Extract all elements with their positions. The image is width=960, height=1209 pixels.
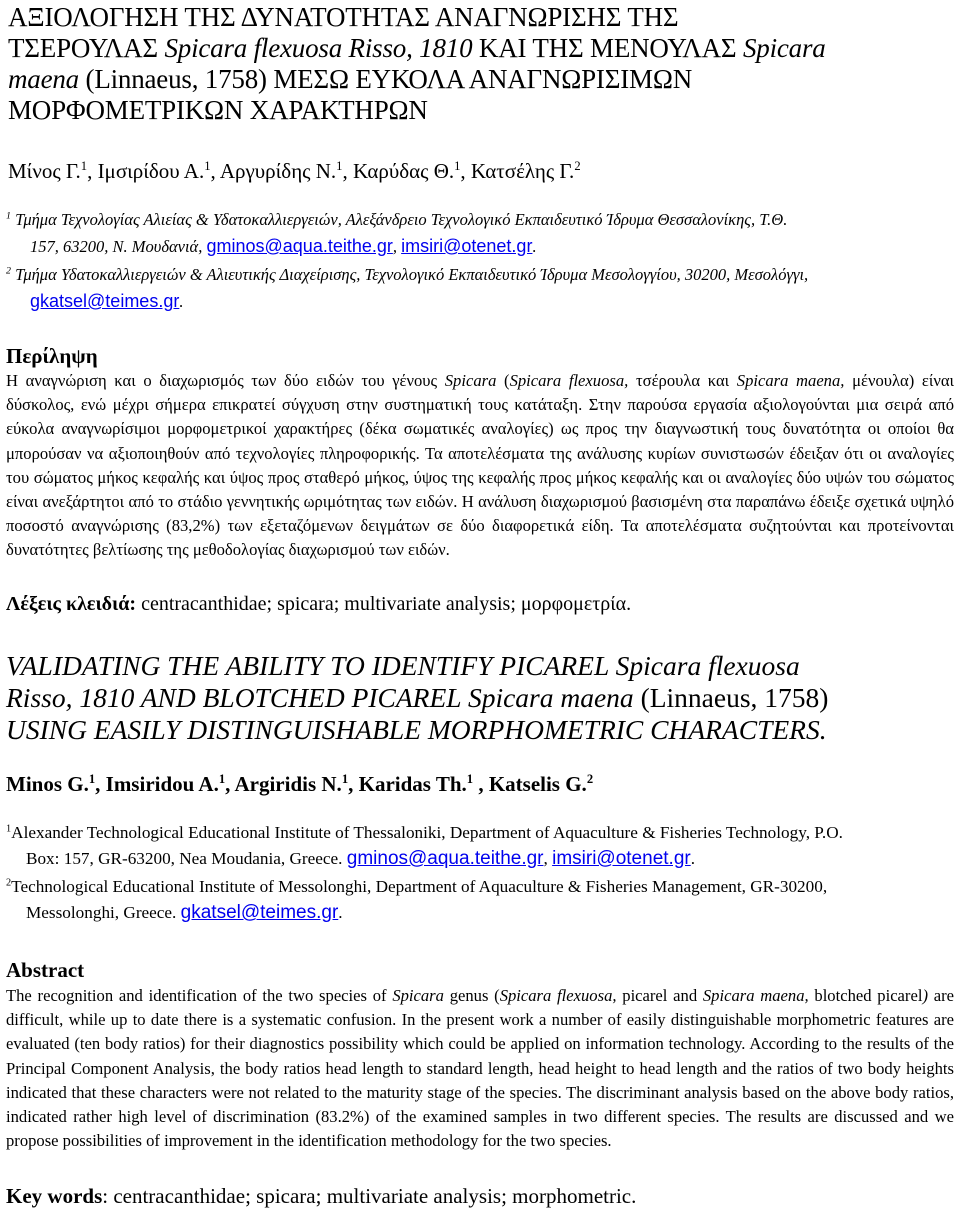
email-link[interactable]: imsiri@otenet.gr [552, 848, 691, 869]
english-keywords [6, 1184, 636, 1209]
genus-name: Spicara [444, 371, 497, 390]
species-name: Spicara maena, [702, 986, 809, 1005]
abstract-text: genus ( [443, 986, 500, 1005]
affiliation-continuation: Messolonghi, Greece. gkatsel@teimes.gr. [26, 902, 343, 923]
english-affiliation-2 [6, 874, 956, 926]
english-authors [6, 772, 593, 797]
genus-name: Spicara [392, 986, 444, 1005]
greek-title-line-1: ΑΞΙΟΛΟΓΗΣΗ ΤΗΣ ΔΥΝΑΤΟΤΗΤΑΣ ΑΝΑΓΝΩΡΙΣΗΣ ΤΗΣ [8, 2, 679, 32]
email-link[interactable]: gminos@aqua.teithe.gr [346, 848, 544, 869]
author-name: , Katselis G. [473, 772, 587, 796]
author-name: , Αργυρίδης Ν. [210, 159, 337, 183]
species-name: Spicara maena, [736, 371, 845, 390]
affiliation-text: Τμήμα Τεχνολογίας Αλιείας & Υδατοκαλλιεργειών, Αλεξάνδρειο Τεχνολογικό Εκπαιδευτικό Ίδρυμα Θεσσαλονίκης, Τ.Θ. [10, 210, 788, 229]
affiliation-mark: 2 [574, 159, 581, 173]
email-link[interactable]: imsiri@otenet.gr [401, 236, 533, 256]
abstract-text: ( [496, 371, 510, 390]
keywords-label: Λέξεις κλειδιά: [6, 593, 137, 615]
affiliation-text: 157, 63200, Ν. Μουδανιά, [30, 237, 207, 256]
affiliation-mark: 1 [218, 772, 226, 786]
affiliation-text: Messolonghi, Greece. [26, 903, 181, 922]
email-link[interactable]: gminos@aqua.teithe.gr [206, 236, 393, 256]
greek-keywords [6, 593, 631, 616]
affiliation-mark: 1 [204, 159, 211, 173]
species-name: Spicara flexuosa Risso, 1810 [164, 33, 473, 63]
greek-title-text: ΚΑΙ ΤΗΣ ΜΕΝΟΥΛΑΣ [472, 33, 743, 63]
english-title-text: Risso, 1810 AND BLOTCHED PICAREL Spicara maena [6, 682, 641, 713]
affiliation-mark: 1 [336, 159, 343, 173]
affiliation-mark: 1 [6, 823, 12, 835]
affiliation-mark: 2 [6, 265, 11, 277]
affiliation-text: Τμήμα Υδατοκαλλιεργειών & Αλιευτικής Διαχείρισης, Τεχνολογικό Εκπαιδευτικό Ίδρυμα Μεσολογγίου, 30200, Μεσολόγγι, [10, 265, 809, 284]
affiliation-mark: 2 [586, 772, 594, 786]
abstract-text: blotched picarel [808, 986, 923, 1005]
abstract-text: Η αναγνώριση και ο διαχωρισμός των δύο ειδών του γένους [6, 371, 445, 390]
affiliation-mark: 1 [6, 210, 11, 222]
abstract-text: τσέρουλα και [628, 371, 737, 390]
abstract-text: picarel and [616, 986, 703, 1005]
english-title-line-2 [6, 682, 956, 714]
species-name: Spicara flexuosa, [509, 371, 629, 390]
abstract-text: are difficult, while up to date there is a systematic confusion. In the present work a number of easily distinguishable morphometric features are evaluated (ten body ratios) for their diagnostics possibility which could be applied on information technology. According to the results of the Principal Component Analysis, the body ratios head length to standard length, head height to head length and the ratios of two body heights indicated that these characters were not related to the maturity stage of the species. The discriminant analysis based on the above body ratios, indicated rather high level of discrimination (83.2%) of the examined samples in two different species. The results are discussed and we propose possibilities of improvement in the identification methodology for the two species. [6, 986, 954, 1151]
greek-affiliation-2 [6, 262, 956, 315]
greek-title-line-2 [8, 33, 958, 64]
affiliation-continuation: Box: 157, GR-63200, Nea Moudania, Greece. gminos@aqua.teithe.gr, imsiri@otenet.gr. [26, 848, 696, 869]
keywords-text: centracanthidae; spicara; multivariate analysis; μορφομετρία. [136, 593, 632, 615]
english-title-text: (Linnaeus, 1758) [640, 682, 829, 713]
author-name: Μίνος Γ. [8, 159, 81, 183]
author-name: Minos G. [6, 772, 89, 796]
greek-title-line-3 [8, 64, 958, 95]
species-name: maena [8, 64, 79, 94]
abstract-text: ) [922, 986, 928, 1005]
author-name: , Imsiridou A. [95, 772, 219, 796]
species-name: Spicara flexuosa, [499, 986, 617, 1005]
affiliation-mark: 2 [6, 877, 12, 889]
affiliation-text: Box: 157, GR-63200, Nea Moudania, Greece. [26, 849, 347, 868]
greek-title [8, 2, 958, 126]
author-name: , Καρύδας Θ. [342, 159, 455, 183]
greek-affiliation-1 [6, 207, 956, 260]
author-name: , Karidas Th. [348, 772, 467, 796]
affiliation-mark: 1 [466, 772, 474, 786]
english-title [6, 650, 956, 746]
english-title-line-1: VALIDATING THE ABILITY TO IDENTIFY PICAREL Spicara flexuosa [6, 650, 800, 681]
email-link[interactable]: gkatsel@teimes.gr [30, 291, 180, 311]
greek-authors [8, 158, 581, 184]
english-affiliation-1 [6, 820, 956, 872]
affiliation-text: Technological Educational Institute of Messolonghi, Department of Aquaculture & Fisheries Management, GR-30200, [11, 877, 828, 896]
affiliation-mark: 1 [454, 159, 461, 173]
greek-title-text: ΤΣΕΡΟΥΛΑΣ [8, 33, 165, 63]
abstract-text: μένουλα) είναι δύσκολος, ενώ μέχρι σήμερα επικρατεί σύγχυση στην συστηματική τους κατάταξη. Στην παρούσα εργασία αξιολογούνται μια σειρά από εύκολα αναγνωρίσιμοι μορφομετρικοί χαρακτήρες (δέκα σωματικές αναλογίες) ως προς την διαγνωστική τους δυνατότητα οι οποίοι θα μπορούσαν να αξιοποιηθούν από τεχνολογίες πληροφορικής. Τα αποτελέσματα της ανάλυσης κυρίων συνιστωσών έδειξαν ότι οι αναλογίες του σώματος μήκος κεφαλής και ύψος προς σταθερό μήκος, ύψος της κεφαλής προς μήκος κεφαλής και οι αναλογίες δύο υψών του σώματος είναι ανεξάρτητοι από το στάδιο γεννητικής ωριμότητας των ειδών. Η ανάλυση διαχωρισμού βασισμένη στα παραπάνω έδειξε σχετικά υψηλό ποσοστό αναγνώρισης (83,2%) των εξεταζόμενων δειγμάτων σε δύο διαφορετικά είδη. Τα αποτελέσματα συζητούνται και προτείνονται δυνατότητες βελτίωσης της μεθοδολογίας διαχωρισμού των ειδών. [6, 371, 954, 560]
greek-abstract-body [6, 369, 954, 563]
greek-abstract-heading: Περίληψη [6, 344, 98, 368]
keywords-label: Key words [6, 1184, 103, 1208]
affiliation-mark: 1 [88, 772, 96, 786]
affiliation-mark: 1 [80, 159, 88, 173]
greek-title-line-4: ΜΟΡΦΟΜΕΤΡΙΚΩΝ ΧΑΡΑΚΤΗΡΩΝ [8, 95, 428, 125]
affiliation-continuation: gkatsel@teimes.gr. [30, 291, 184, 311]
affiliation-mark: 1 [341, 772, 349, 786]
english-abstract-heading: Abstract [6, 958, 85, 982]
author-name: , Κατσέλης Γ. [460, 159, 575, 183]
author-name: , Ιμσιρίδου Α. [87, 159, 205, 183]
english-title-line-3: USING EASILY DISTINGUISHABLE MORPHOMETRIC CHARACTERS. [6, 714, 827, 745]
email-link[interactable]: gkatsel@teimes.gr [180, 902, 339, 923]
affiliation-continuation: 157, 63200, Ν. Μουδανιά, gminos@aqua.teithe.gr, imsiri@otenet.gr. [30, 236, 537, 256]
affiliation-text: Alexander Technological Educational Institute of Thessaloniki, Department of Aquaculture & Fisheries Technology, P.O. [11, 823, 843, 842]
genus-name: Spicara [743, 33, 826, 63]
english-abstract-body [6, 984, 954, 1153]
author-name: , Argiridis N. [225, 772, 342, 796]
abstract-text: The recognition and identification of the two species of [6, 986, 393, 1005]
greek-title-text: (Linnaeus, 1758) ΜΕΣΩ ΕΥΚΟΛΑ ΑΝΑΓΝΩΡΙΣΙΜΩΝ [78, 64, 693, 94]
keywords-text: : centracanthidae; spicara; multivariate analysis; morphometric. [102, 1184, 637, 1208]
